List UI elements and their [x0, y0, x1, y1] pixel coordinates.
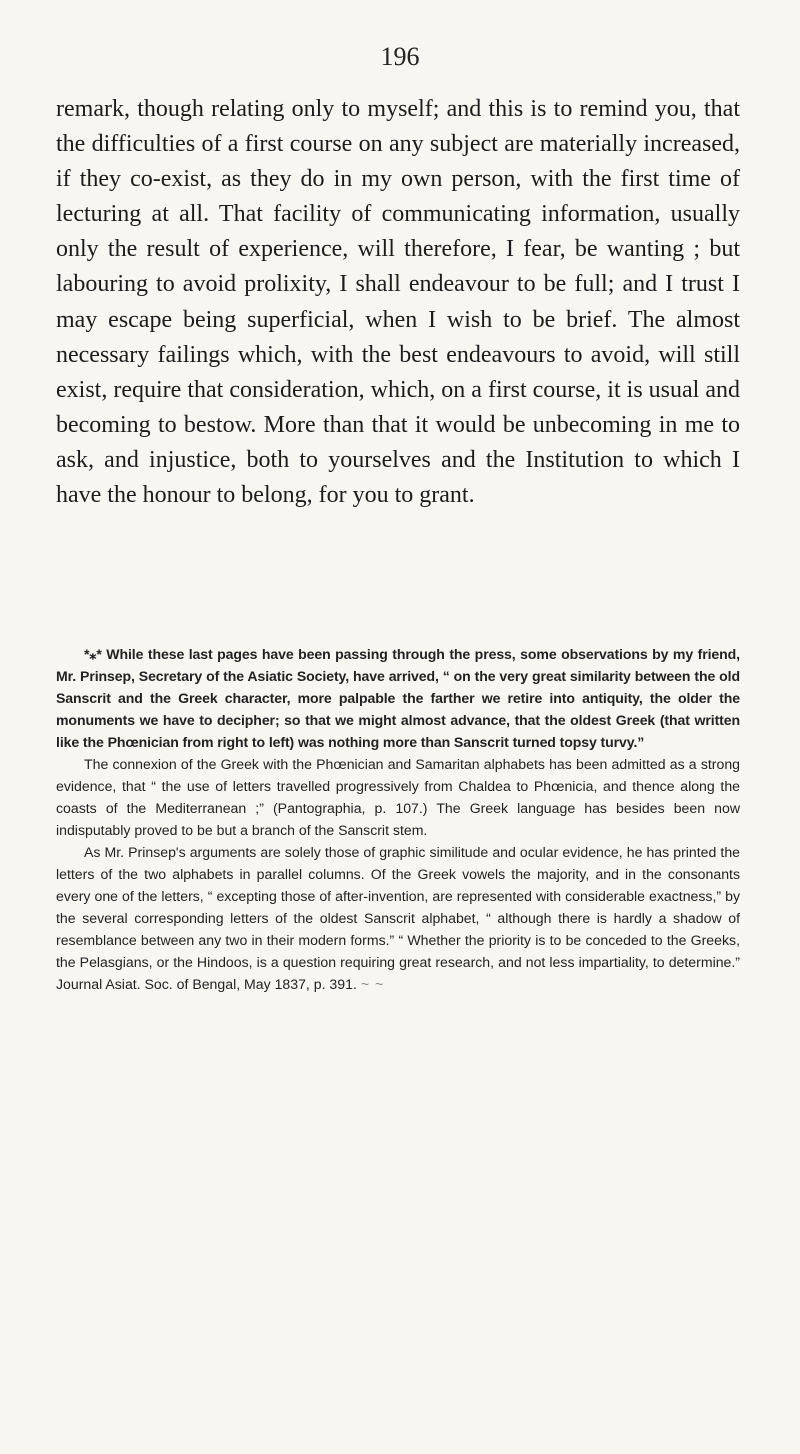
footnote-text: As Mr. Prinsep's arguments are solely those of graphic similitude and ocular evidence, he has printed the letters of the two alphabets in parallel columns. Of the Greek vowels the majority, and in the consonants every one of the letters, “ excepting those of after-invention, are represented with considerable exactness,” by the several corresponding letters of the oldest Sanscrit alphabet, “ although there is hardly a shadow of resemblance between any two in their modern forms.” “ Whether the priority is to be conceded to the Greeks, the Pelasgians, or the Hindoos, is a question requiring great research, and not less impartiality, to determine.” Journal Asiat. Soc. of Bengal, May 1837, p. 391. [56, 844, 740, 992]
body-paragraph: remark, though relating only to myself; and this is to remind you, that the difficulties of a first course on any subject are materially increased, if they co-exist, as they do in my own person, with the first time of lecturing at all. That facility of communicating information, usually only the result of experience, will therefore, I fear, be wanting ; but labouring to avoid prolixity, I shall endeavour to be full; and I trust I may escape being superficial, when I wish to be brief. The almost necessary failings which, with the best endeavours to avoid, will still exist, require that consideration, which, on a first course, it is usual and becoming to bestow. More than that it would be unbecoming in me to ask, and injustice, both to yourselves and the Institution to which I have the honour to belong, for you to grant. [56, 96, 740, 509]
footnote-paragraph [56, 841, 740, 995]
footnote-paragraph: The connexion of the Greek with the Phœnician and Samaritan alphabets has been admitted as a strong evidence, that “ the use of letters travelled progressively from Chaldea to Phœnicia, and thence along the coasts of the Mediterranean ;” (Pantographia, p. 107.) The Greek language has besides been now indisputably proved to be but a branch of the Sanscrit stem. [56, 756, 740, 838]
footnotes [56, 643, 740, 995]
footnote-paragraph: *⁎* While these last pages have been passing through the press, some observations by my friend, Mr. Prinsep, Secretary of the Asiatic Society, have arrived, “ on the very great similarity between the old Sanscrit and the Greek character, more palpable the farther we retire into antiquity, the older the monuments we have to decipher; so that we might almost advance, that the oldest Greek (that written like the Phœnician from right to left) was nothing more than Sanscrit turned topsy turvy.” [56, 646, 740, 750]
page-number: 196 [380, 42, 420, 71]
stray-ink-mark: ~ ~ [360, 976, 385, 992]
